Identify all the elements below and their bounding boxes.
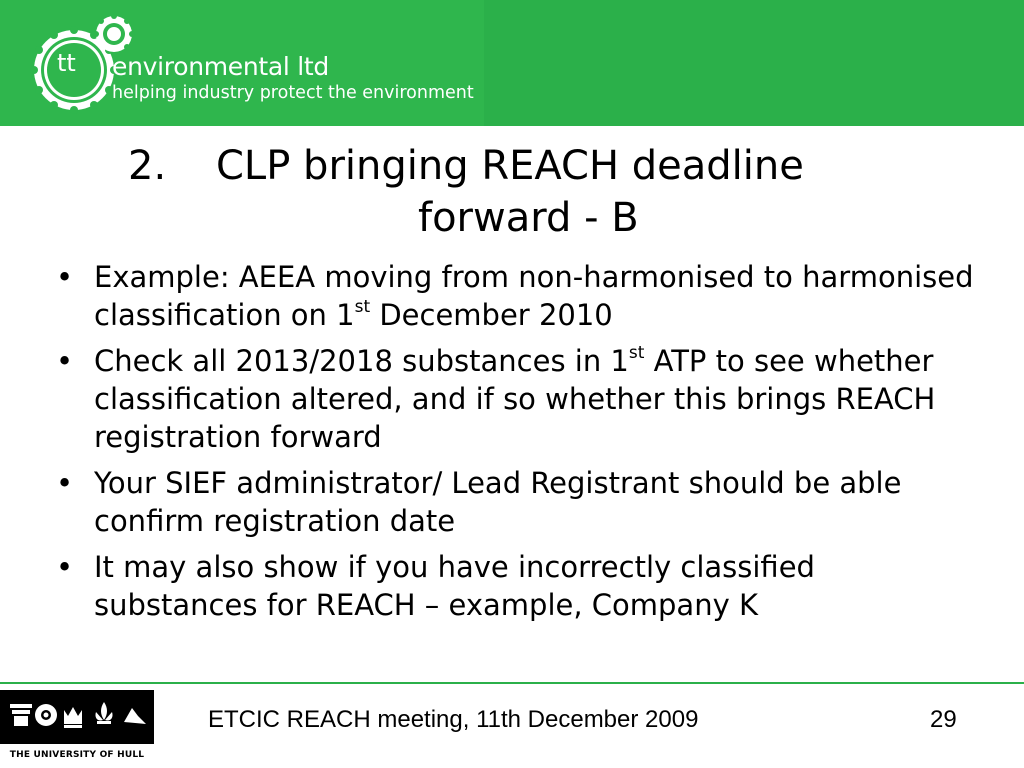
page-number: 29 [930, 706, 957, 733]
bullet-item [52, 342, 982, 456]
university-emblems [0, 690, 154, 742]
bullet-dot-icon: • [56, 466, 74, 500]
title-number: 2. [128, 143, 167, 189]
bullet-list [52, 258, 982, 632]
bullet-text: Your SIEF administrator/ Lead Registrant should be able confirm registration date [94, 466, 902, 538]
company-tagline: helping industry protect the environment [112, 83, 474, 103]
bullet-dot-icon: • [56, 344, 74, 378]
company-logo-panel [0, 0, 484, 126]
bullet-item [52, 548, 982, 624]
university-name: THE UNIVERSITY OF HULL [0, 742, 154, 768]
university-logo [0, 690, 154, 768]
title-line-1: CLP bringing REACH deadline [216, 143, 804, 189]
bullet-item [52, 464, 982, 540]
bullet-text: Example: AEEA moving from non-harmonised to harmonised classification on 1st December 2010 [94, 260, 974, 332]
bullet-item [52, 258, 982, 334]
logo-letters: tt [57, 49, 76, 77]
footer-event-text: ETCIC REACH meeting, 11th December 2009 [208, 706, 699, 733]
bullet-dot-icon: • [56, 260, 74, 294]
footer-divider [0, 682, 1024, 684]
header-banner [0, 0, 1024, 126]
title-line-2: forward - B [418, 195, 639, 241]
heraldic-symbols-icon [0, 690, 154, 742]
bullet-dot-icon: • [56, 550, 74, 584]
company-name: environmental ltd [112, 52, 329, 81]
bullet-text: Check all 2013/2018 substances in 1st ATP to see whether classification altered, and if so whether this brings REACH registration forward [94, 343, 936, 454]
bullet-text: It may also show if you have incorrectly classified substances for REACH – example, Company K [94, 550, 815, 622]
